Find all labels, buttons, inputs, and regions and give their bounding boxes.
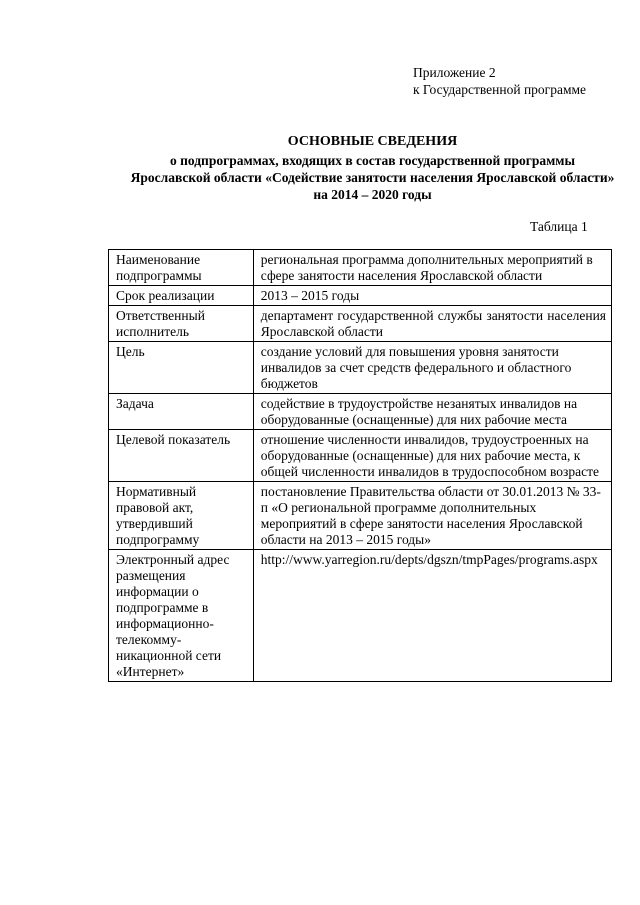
row-value: создание условий для повышения уровня занятости инвалидов за счет средств федерального и областного бюджетов [253, 342, 611, 394]
table-row [109, 430, 612, 482]
row-key: Нормативный правовой акт, утвердивший подпрограмму [109, 482, 254, 550]
table-row [109, 250, 612, 286]
document-heading [130, 133, 615, 203]
table-row [109, 394, 612, 430]
row-key: Ответственный исполнитель [109, 306, 254, 342]
row-key: Наименование подпрограммы [109, 250, 254, 286]
document-subtitle: о подпрограммах, входящих в состав государственной программы Ярославской области «Содействие занятости населения Ярославской области» на 2014 – 2020 годы [130, 153, 615, 202]
appendix-line-1: Приложение 2 [413, 65, 496, 80]
row-key: Электронный адрес размещения информации о подпрограмме в информационно-телекомму-никационной сети «Интернет» [109, 550, 254, 682]
table-row [109, 482, 612, 550]
document-title: ОСНОВНЫЕ СВЕДЕНИЯ [287, 134, 458, 149]
row-value: постановление Правительства области от 30.01.2013 № 33-п «О региональной программе дополнительных мероприятий в сфере занятости населения Ярославской области на 2013 – 2015 годы» [253, 482, 611, 550]
subprogram-info-table [108, 249, 612, 682]
table-row [109, 550, 612, 682]
table-row [109, 306, 612, 342]
row-value: департамент государственной службы занятости населения Ярославской области [253, 306, 611, 342]
row-key: Срок реализации [109, 286, 254, 306]
row-value: содействие в трудоустройстве незанятых инвалидов на оборудованные (оснащенные) для них рабочие места [253, 394, 611, 430]
row-value: региональная программа дополнительных мероприятий в сфере занятости населения Ярославской области [253, 250, 611, 286]
table-row [109, 286, 612, 306]
table-row [109, 342, 612, 394]
row-key: Задача [109, 394, 254, 430]
row-value: отношение численности инвалидов, трудоустроенных на оборудованные (оснащенные) для них рабочие места, к общей численности инвалидов в трудоспособном возрасте [253, 430, 611, 482]
row-key: Цель [109, 342, 254, 394]
appendix-line-2: к Государственной программе [413, 82, 587, 97]
row-value: http://www.yarregion.ru/depts/dgszn/tmpPages/programs.aspx [253, 550, 611, 682]
row-value: 2013 – 2015 годы [253, 286, 611, 306]
appendix-reference [413, 64, 586, 98]
row-key: Целевой показатель [109, 430, 254, 482]
table-label: Таблица 1 [530, 219, 588, 234]
